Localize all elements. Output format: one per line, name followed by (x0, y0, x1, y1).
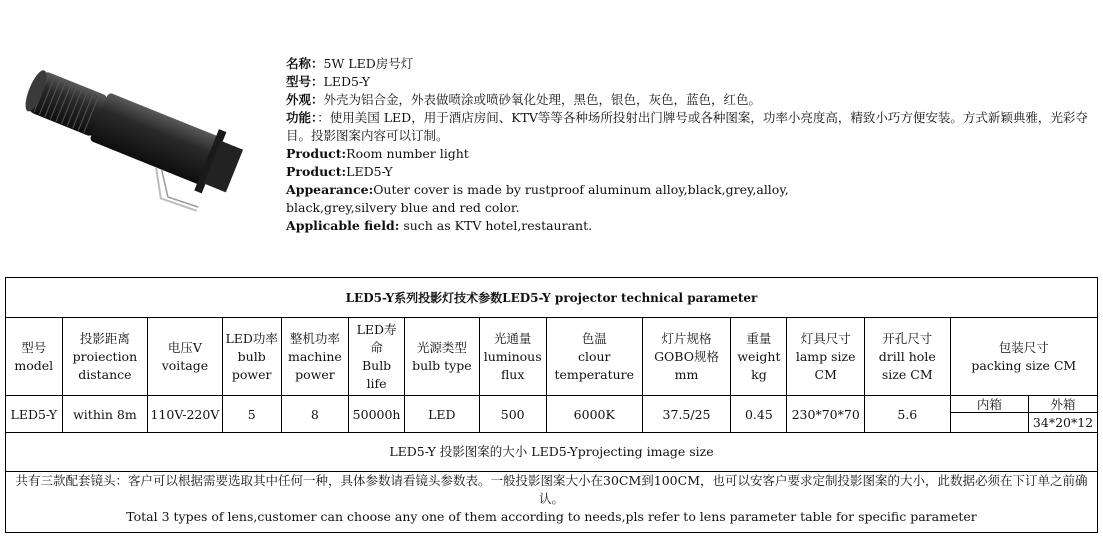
header-cell: LED寿命 Bulb life (349, 318, 405, 396)
spec-table-container (5, 277, 1098, 533)
spec-title: LED5-Y系列投影灯技术参数LED5-Y projector technical parameter (6, 278, 1097, 318)
header-cell: 色温 clour temperature (546, 318, 642, 396)
header-cell: 整机功率 machine power (281, 318, 348, 396)
data-cell: 8 (281, 396, 348, 433)
data-cell: LED5-Y (6, 396, 62, 433)
packing-outer-label: 外箱 (1029, 396, 1097, 413)
data-cell: 230*70*70 (787, 396, 864, 433)
spec-table (6, 278, 1097, 526)
packing-inner-label: 内箱 (950, 396, 1029, 413)
header-cell: 灯具尺寸 lamp size CM (787, 318, 864, 396)
product-image (2, 60, 252, 230)
packing-outer-value: 34*20*12 (1029, 413, 1097, 433)
spec-header-row (6, 318, 1097, 396)
data-cell: 5 (222, 396, 281, 433)
header-cell: 光源类型 bulb type (405, 318, 479, 396)
data-cell: 6000K (546, 396, 642, 433)
header-cell: LED功率 bulb power (222, 318, 281, 396)
data-cell: 37.5/25 (642, 396, 731, 433)
header-cell: 型号 model (6, 318, 62, 396)
header-cell: 灯片规格 GOBO规格mm (642, 318, 731, 396)
spec-data-row (6, 396, 1097, 413)
header-cell: 投影距离 proiection distance (62, 318, 148, 396)
data-cell: 500 (479, 396, 546, 433)
data-cell: LED (405, 396, 479, 433)
lens-note-en: Total 3 types of lens,customer can choose any one of them according to needs,pls refer to lens parameter table for specific parameter (126, 509, 977, 524)
header-cell: 电压V voitage (148, 318, 222, 396)
data-cell: 5.6 (864, 396, 950, 433)
header-cell: 光通量 luminous flux (479, 318, 546, 396)
header-cell: 重量 weight kg (731, 318, 787, 396)
data-cell: 50000h (349, 396, 405, 433)
header-cell: 包装尺寸 packing size CM (950, 318, 1097, 396)
lens-note-cn: 共有三款配套镜头：客户可以根据需要选取其中任何一种，具体参数请看镜头参数表。一般投影图案大小在30CM到100CM，也可以安客户要求定制投影图案的大小，此数据必须在下订单之前确认。 (15, 473, 1088, 506)
image-size-row: LED5-Y 投影图案的大小 LED5-Yprojecting image size (6, 433, 1097, 472)
packing-inner-value (950, 413, 1029, 433)
header-cell: 开孔尺寸 drill hole size CM (864, 318, 950, 396)
data-cell: within 8m (62, 396, 148, 433)
product-info: 名称：5W LED房号灯 型号：LED5-Y 外观：外壳为铝合金，外表做喷涂或喷砂氧化处理，黑色，银色，灰色，蓝色，红色。 功能：：使用美国 LED，用于酒店房间、KTV等等各种场所投射出门牌号或各种图案，功率小亮度高，精致小巧方便安装。方式新颖典雅，光彩夺目。投影图案内容可以订制。 Product:Room number light Product:LED5-Y Appearance:Outer cover is made by rustproof aluminum alloy,black,grey,alloy, black,grey,silvery blue and red color. Applicable field: such as KTV hotel,restaurant. (286, 56, 1088, 233)
data-cell: 110V-220V (148, 396, 222, 433)
data-cell: 0.45 (731, 396, 787, 433)
lens-note (6, 472, 1097, 527)
